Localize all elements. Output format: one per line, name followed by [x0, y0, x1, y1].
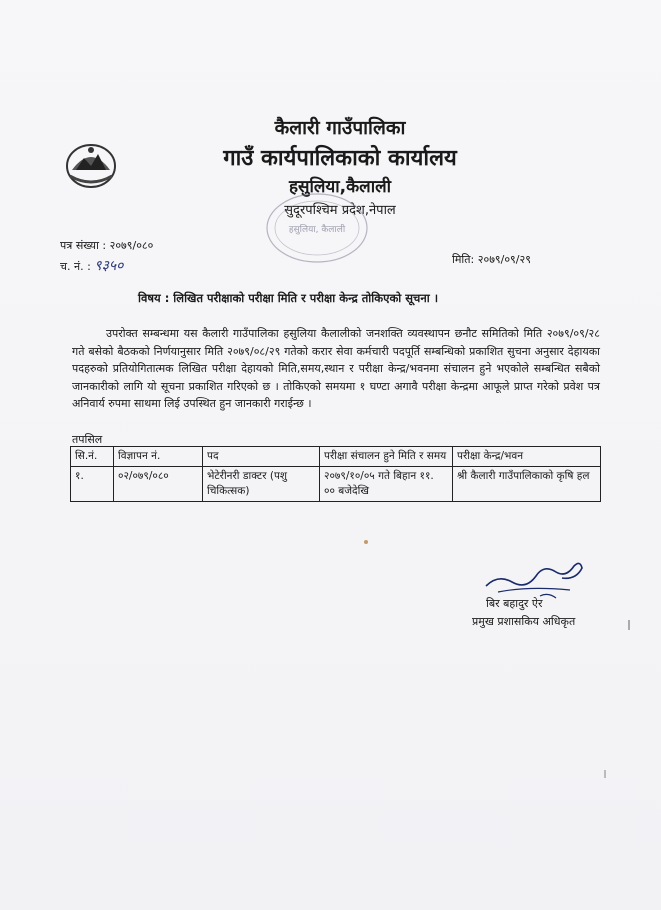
paper-mark — [604, 770, 606, 778]
col-header-advert-no: विज्ञापन नं. — [114, 447, 203, 467]
col-header-exam-datetime: परीक्षा संचालन हुने मिति र समय — [320, 447, 453, 467]
exam-schedule-table — [70, 446, 601, 502]
letter-subject: विषय : लिखित परीक्षाको परीक्षा मिति र परीक्षा केन्द्र तोकिएको सूचना । — [138, 291, 439, 305]
office-name: गाउँ कार्यपालिकाको कार्यालय — [223, 146, 457, 171]
stamp-text: हसुलिया, कैलाली — [288, 225, 346, 235]
details-heading: तपसिल — [72, 433, 103, 446]
col-header-post: पद — [203, 447, 320, 467]
province-country: सुदूरपश्चिम प्रदेश,नेपाल — [284, 203, 396, 218]
municipality-name: कैलारी गाउँपालिका — [274, 117, 406, 139]
cell-serial: १. — [71, 467, 114, 502]
office-stamp — [262, 188, 372, 268]
cell-exam-datetime: २०७९/१०/०५ गते बिहान ११. ०० बजेदेखि — [320, 467, 453, 502]
signatory-name: बिर बहादुर ऐर — [486, 597, 543, 610]
col-header-serial: सि.नं. — [71, 447, 114, 467]
signatory-title: प्रमुख प्रशासकिय अधिकृत — [472, 615, 576, 628]
dispatch-number-value: ९३५० — [94, 258, 124, 274]
cell-post: भेटेरीनरी डाक्टर (पशु चिकित्सक) — [203, 467, 320, 502]
office-location: हसुलिया,कैलाली — [288, 177, 392, 197]
cell-exam-center: श्री कैलारी गाउँपालिकाको कृषि हल — [453, 467, 601, 502]
table-row — [71, 467, 601, 502]
col-header-exam-center: परीक्षा केन्द्र/भवन — [453, 447, 601, 467]
paper-mark — [628, 620, 630, 630]
paper-mark — [364, 540, 368, 544]
table-header-row — [71, 447, 601, 467]
cell-advert-no: ०२/०७९/०८० — [114, 467, 203, 502]
dispatch-number — [60, 256, 123, 275]
letter-body: उपरोक्त सम्बन्धमा यस कैलारी गाउँपालिका हसुलिया कैलालीको जनशक्ति व्यवस्थापन छनौट समितिको मिति २०७९/०९/२८ गते बसेको बैठकको निर्णयानुसार मिति २०७९/०८/२९ गतेको करार सेवा कर्मचारी पदपूर्ति सम्बन्धिको प्रकाशित सुचना अनुसार देहायका पदहरुको प्रतियोगितात्मक लिखित परीक्षा देहायको मिति,समय,स्थान र परीक्षा केन्द्र/भवनमा संचालन हुने भएकोले सम्बन्धित सबैको जानकारीको लागि यो सूचना प्रकाशित गरिएको छ । तोकिएको समयमा १ घण्टा अगावै परीक्षा केन्द्रमा आफूले प्राप्त गरेको प्रवेश पत्र अनिवार्य रुपमा साथमा लिई उपस्थित हुन जानकारी गराईन्छ । — [72, 327, 600, 410]
letter-number: पत्र संख्या : २०७९/०८० — [60, 239, 154, 252]
letter-date: मिति: २०७९/०९/२९ — [452, 253, 531, 266]
nepal-emblem-icon — [64, 140, 118, 190]
dispatch-number-label: च. नं. : — [60, 260, 91, 273]
